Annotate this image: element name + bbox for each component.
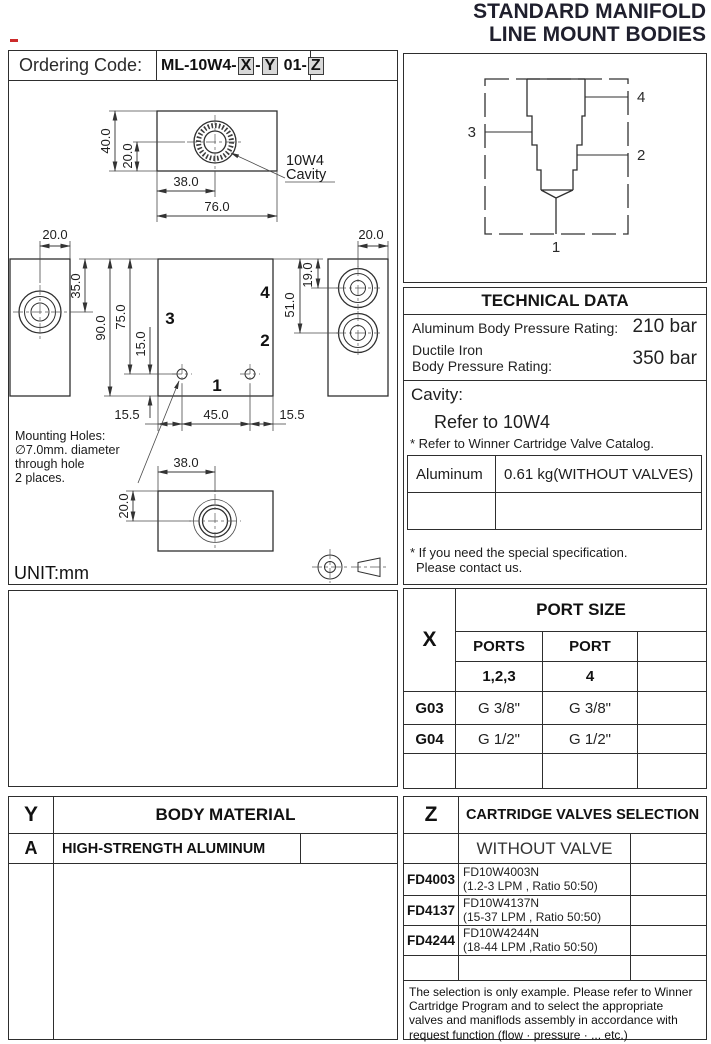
- body-material-title: BODY MATERIAL: [54, 797, 397, 834]
- cavity-note: * Refer to Winner Cartridge Valve Catalog.: [410, 436, 654, 451]
- port-size-x-header: X: [404, 589, 456, 692]
- ductile-label-line2: Body Pressure Rating:: [412, 358, 553, 374]
- schematic-port-2: 2: [637, 147, 646, 164]
- empty-cell: [631, 834, 706, 864]
- dim-label: 20.0: [120, 143, 135, 169]
- schematic-port-1: 1: [551, 239, 561, 256]
- ductile-label-line1: Ductile Iron: [412, 342, 483, 358]
- mounting-note-line1: Mounting Holes:: [15, 429, 106, 443]
- empty-cell: [631, 896, 706, 926]
- dim-label: 40.0: [98, 128, 113, 154]
- special-spec-note: [410, 545, 628, 575]
- weight-table: [407, 455, 702, 530]
- body-material-y-header: Y: [9, 797, 54, 834]
- empty-cell: [638, 662, 706, 692]
- body-material-row-value: HIGH-STRENGTH ALUMINUM: [54, 834, 301, 864]
- valve-spec: (1.2-3 LPM , Ratio 50:50): [463, 878, 598, 893]
- divider: [404, 380, 706, 381]
- ordering-code-value: [157, 51, 321, 80]
- port-size-title: PORT SIZE: [456, 589, 706, 632]
- weight-material-cell: Aluminum: [408, 456, 496, 493]
- bottom-view-drawing: [116, 455, 273, 551]
- port-size-table: [403, 588, 707, 789]
- valve-row-code: FD4003: [404, 864, 459, 896]
- page-title-line1: STANDARD MANIFOLD: [473, 0, 706, 23]
- dim-label: 90.0: [93, 315, 108, 341]
- without-valve-cell: WITHOUT VALVE: [459, 834, 631, 864]
- port-size-row-code: G03: [404, 692, 456, 725]
- ordering-code-z: Z: [308, 57, 324, 75]
- technical-data-panel: [403, 287, 707, 585]
- ordering-code-sep: -: [255, 56, 261, 74]
- page-title-line2: LINE MOUNT BODIES: [488, 22, 706, 46]
- port-4-label: 4: [260, 283, 270, 302]
- top-view-drawing: [98, 111, 335, 222]
- mounting-note-line2: ∅7.0mm. diameter: [15, 443, 120, 457]
- empty-cell: [301, 834, 397, 864]
- ordering-code-x: X: [238, 57, 255, 75]
- dimensional-drawing: [9, 81, 395, 583]
- valve-row-description: [459, 896, 631, 926]
- valve-row-description: [459, 864, 631, 896]
- page-title: [473, 1, 706, 46]
- mounting-note-line4: 2 places.: [15, 471, 66, 485]
- dim-label: 38.0: [173, 174, 199, 189]
- pressure-rating-ductile-label: [412, 342, 552, 374]
- empty-cell: [404, 754, 456, 788]
- cartridge-title: CARTRIDGE VALVES SELECTION: [459, 797, 706, 834]
- dim-label: 75.0: [113, 304, 128, 330]
- cavity-callout-line2: Cavity: [286, 167, 327, 183]
- valve-model: FD10W4244N: [463, 926, 540, 940]
- pressure-rating-aluminum-label: Aluminum Body Pressure Rating:: [412, 320, 619, 336]
- cavity-value: Refer to 10W4: [434, 412, 551, 432]
- empty-cell: [631, 926, 706, 956]
- port-2-label: 2: [260, 331, 270, 350]
- port-1-label: 1: [212, 376, 222, 395]
- unit-label: UNIT:mm: [14, 563, 89, 583]
- ordering-code-prefix: ML-10W4-: [161, 56, 237, 74]
- cavity-callout-line1: 10W4: [286, 153, 324, 169]
- ports-subheader: 1,2,3: [456, 662, 543, 692]
- port-subheader: 4: [543, 662, 638, 692]
- cartridge-profile: [527, 79, 585, 234]
- empty-panel: [8, 590, 398, 787]
- dim-label: 15.5: [279, 407, 305, 422]
- port-size-row-ports: G 3/8": [456, 692, 543, 725]
- dim-label: 15.5: [114, 407, 140, 422]
- empty-cell: [638, 725, 706, 754]
- ordering-code-label: Ordering Code:: [9, 51, 157, 80]
- ordering-row-spacer: [311, 51, 397, 80]
- pressure-rating-aluminum-value: 210 bar: [632, 316, 697, 337]
- valve-spec: (18-44 LPM ,Ratio 50:50): [463, 939, 598, 954]
- dim-label: 15.0: [133, 331, 148, 357]
- empty-cell: [9, 864, 54, 1039]
- valve-model: FD10W4003N: [463, 865, 540, 879]
- body-material-row-code: A: [9, 834, 54, 864]
- valve-row-code: FD4137: [404, 896, 459, 926]
- cavity-label: Cavity:: [411, 385, 463, 404]
- port-size-row-port: G 1/2": [543, 725, 638, 754]
- ordering-code-y: Y: [262, 57, 279, 75]
- port-size-row-port: G 3/8": [543, 692, 638, 725]
- projection-symbol-icon: [312, 549, 387, 583]
- empty-cell: [631, 864, 706, 896]
- empty-cell: [638, 632, 706, 662]
- dim-label: 76.0: [204, 199, 230, 214]
- dim-label: 20.0: [358, 227, 384, 242]
- mounting-note-line3: through hole: [15, 457, 85, 471]
- ports-column-header: PORTS: [456, 632, 543, 662]
- empty-cell: [543, 754, 638, 788]
- empty-cell: [456, 754, 543, 788]
- weight-empty-cell: [408, 493, 496, 529]
- cartridge-valves-table: [403, 796, 707, 1040]
- dim-label: 19.0: [300, 262, 315, 288]
- empty-cell: [404, 834, 459, 864]
- cavity-schematic-drawing: [404, 54, 704, 280]
- empty-cell: [459, 956, 631, 981]
- weight-empty-cell: [496, 493, 701, 529]
- empty-cell: [638, 754, 706, 788]
- technical-data-header: TECHNICAL DATA: [404, 288, 706, 315]
- dim-label: 51.0: [282, 292, 297, 318]
- red-dash-artifact: [10, 39, 18, 42]
- dim-label: 20.0: [116, 493, 131, 519]
- empty-cell: [404, 956, 459, 981]
- drawing-panel: [8, 50, 398, 585]
- weight-value-cell: 0.61 kg(WITHOUT VALVES): [496, 456, 701, 493]
- dim-label: 45.0: [203, 407, 229, 422]
- port-size-row-ports: G 1/2": [456, 725, 543, 754]
- cartridge-z-header: Z: [404, 797, 459, 834]
- dim-label: 38.0: [173, 455, 199, 470]
- dim-label: 20.0: [42, 227, 68, 242]
- dim-label: 35.0: [68, 273, 83, 299]
- pressure-rating-ductile-value: 350 bar: [632, 348, 697, 369]
- empty-cell: [638, 692, 706, 725]
- mounting-holes-note: [15, 429, 120, 485]
- empty-cell: [631, 956, 706, 981]
- valve-row-code: FD4244: [404, 926, 459, 956]
- schematic-port-3: 3: [467, 124, 476, 141]
- valve-model: FD10W4137N: [463, 896, 540, 910]
- empty-cell: [54, 864, 397, 1039]
- special-spec-note-line2: Please contact us.: [416, 560, 523, 575]
- ordering-code-mid: 01-: [279, 56, 307, 74]
- selection-example-note: The selection is only example. Please refer to Winner Cartridge Program and to select the appropriate valves and maniflods assembly in accordance with request function (flow · pressure · ... etc.): [409, 985, 693, 1042]
- ordering-code-row: [9, 51, 397, 81]
- valve-spec: (15-37 LPM , Ratio 50:50): [463, 909, 602, 924]
- port-3-label: 3: [165, 309, 175, 328]
- schematic-port-4: 4: [637, 89, 646, 106]
- valve-row-description: [459, 926, 631, 956]
- special-spec-note-line1: * If you need the special specification.: [410, 545, 628, 560]
- port-column-header: PORT: [543, 632, 638, 662]
- body-material-table: [8, 796, 398, 1040]
- port-size-row-code: G04: [404, 725, 456, 754]
- cavity-schematic-panel: [403, 53, 707, 283]
